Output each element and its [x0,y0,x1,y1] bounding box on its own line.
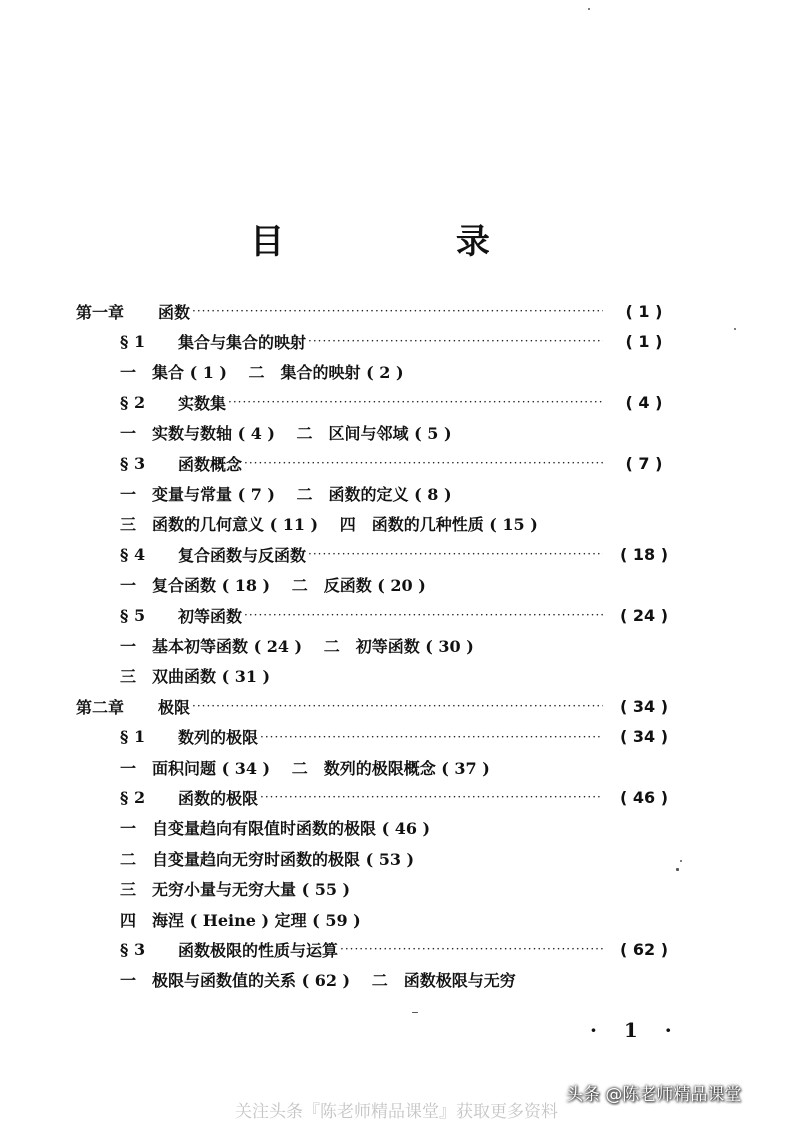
toc-row-section [120,448,683,478]
toc-subentry-text: 一 基本初等函数 ( 24 ) 二 初等函数 ( 30 ) [120,636,474,656]
toc-dot-leader [340,942,603,956]
toc-subentry-text: 一 极限与函数值的关系 ( 62 ) 二 函数极限与无穷 [120,971,516,991]
toc-dot-leader [308,334,603,348]
toc-row-sub [120,904,361,934]
toc-row-sub [120,813,430,843]
toc-page-number: ( 46 ) [619,787,669,807]
toc-row-chapter [76,296,683,326]
toc-dot-leader [228,395,603,409]
toc-page-number: ( 1 ) [625,331,663,351]
scan-speck [676,868,679,871]
scan-speck [734,328,736,330]
toc-row-section [120,387,683,417]
toc-row-sub [120,630,474,660]
toc-number: § 4 [120,544,146,564]
scan-speck [412,1012,418,1013]
toc-row-chapter [76,691,683,721]
toc-page-number: ( 24 ) [619,605,669,625]
toc-subentry-text: 一 复合函数 ( 18 ) 二 反函数 ( 20 ) [120,576,426,596]
toc-dot-leader [192,699,603,713]
toc-title: 初等函数 [178,606,243,626]
toc-subentry-text: 一 变量与常量 ( 7 ) 二 函数的定义 ( 8 ) [120,484,452,504]
toc-row-section [120,600,683,630]
toc-page-number: ( 18 ) [619,544,669,564]
toc-row-sub [120,752,490,782]
toc-subentry-text: 二 自变量趋向无穷时函数的极限 ( 53 ) [120,849,415,869]
toc-title: 函数概念 [178,454,243,474]
toc-row-sub [120,509,538,539]
toc-title: 数列的极限 [178,728,259,748]
toc-number: § 2 [120,392,146,412]
toc-number: § 5 [120,605,146,625]
toc-row-section [120,326,683,356]
scan-speck [588,8,590,10]
toc-subentry-text: 四 海涅 ( Heine ) 定理 ( 59 ) [120,910,361,930]
toc-title: 实数集 [178,393,227,413]
toc-dot-leader [260,730,603,744]
toc-dot-leader [244,608,603,622]
toc-number: § 3 [120,453,146,473]
toc-dot-leader [260,790,603,804]
page-number: · 1 · [590,1018,682,1042]
toc-page-number: ( 1 ) [625,301,663,321]
toc-row-section [120,934,683,964]
toc-dot-leader [244,456,603,470]
toc-subentry-text: 一 面积问题 ( 34 ) 二 数列的极限概念 ( 37 ) [120,758,490,778]
toc-number: § 1 [120,727,146,747]
toc-row-sub [120,965,516,995]
toc-row-sub [120,418,452,448]
toc-title: 函数 [158,302,191,322]
toc-number: § 3 [120,939,146,959]
toc-row-section [120,782,683,812]
toc-subentry-text: 三 双曲函数 ( 31 ) [120,667,271,687]
toc-subentry-text: 一 实数与数轴 ( 4 ) 二 区间与邻域 ( 5 ) [120,424,452,444]
toc-row-sub [120,478,452,508]
toc-number: § 2 [120,787,146,807]
toc-number: 第一章 [76,302,125,322]
toc-page-number: ( 34 ) [619,727,669,747]
watermark-brand: 头条 @陈老师精品课堂 [566,1085,742,1105]
toc-title: 函数极限的性质与运算 [178,940,339,960]
toc-subentry-text: 三 函数的几何意义 ( 11 ) 四 函数的几种性质 ( 15 ) [120,515,538,535]
toc-row-sub [120,874,350,904]
toc-row-section [120,539,683,569]
scan-speck [680,860,682,862]
toc-row-sub [120,357,404,387]
toc-dot-leader [192,304,603,318]
toc-title: 函数的极限 [178,788,259,808]
toc-page-number: ( 4 ) [625,392,663,412]
toc-subentry-text: 一 自变量趋向有限值时函数的极限 ( 46 ) [120,819,431,839]
toc-number: 第二章 [76,697,125,717]
toc-page-number: ( 34 ) [619,696,669,716]
toc-number: § 1 [120,331,146,351]
toc-title: 极限 [158,697,191,717]
toc-title: 复合函数与反函数 [178,545,307,565]
toc-page-number: ( 7 ) [625,453,663,473]
page-title: 目 录 [250,222,570,262]
toc-row-section [120,722,683,752]
toc-row-sub [120,843,414,873]
toc-dot-leader [308,547,603,561]
watermark-text: 关注头条『陈老师精品课堂』获取更多资料 [235,1102,558,1122]
toc-row-sub [120,570,426,600]
toc-title: 集合与集合的映射 [178,332,307,352]
toc-row-sub [120,661,270,691]
toc-page-number: ( 62 ) [619,939,669,959]
toc-subentry-text: 一 集合 ( 1 ) 二 集合的映射 ( 2 ) [120,363,404,383]
toc-subentry-text: 三 无穷小量与无穷大量 ( 55 ) [120,880,351,900]
